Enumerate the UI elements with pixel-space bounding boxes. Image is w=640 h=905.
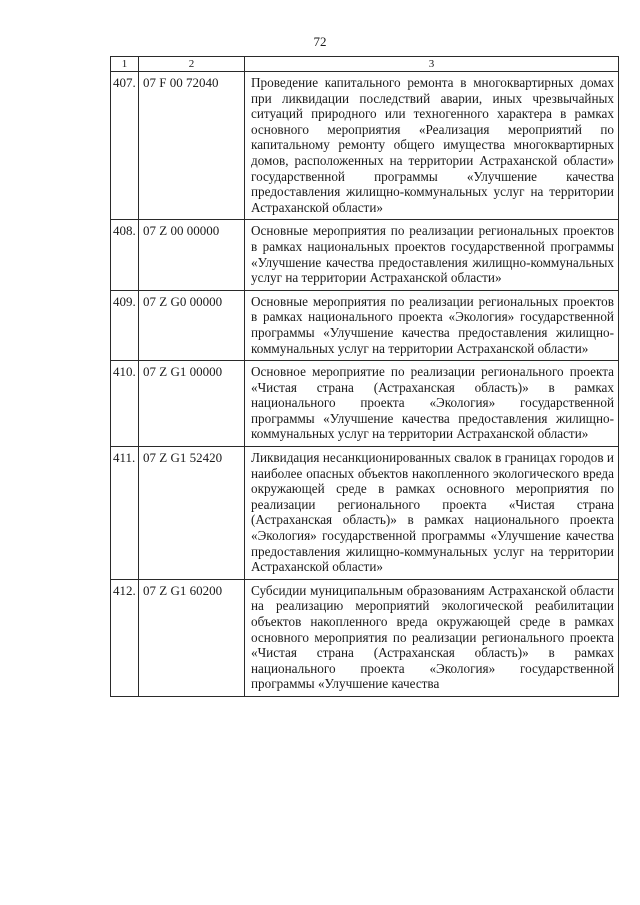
table-row bbox=[111, 361, 619, 447]
row-code: 07 Z G1 60200 bbox=[139, 579, 245, 696]
row-number: 410. bbox=[111, 361, 139, 447]
table-row bbox=[111, 220, 619, 290]
classification-table bbox=[110, 56, 619, 697]
table-row bbox=[111, 579, 619, 696]
row-description: Ликвидация несанкционированных свалок в границах городов и наиболее опасных объектов накопленного экологического вреда окружающей среде в рамках основного мероприятия по реализации регионального проекта «Чистая страна (Астраханская область)» в рамках национального проекта «Экология» государственной программы «Улучшение качества предоставления жилищно-коммунальных услуг на территории Астраханской области» bbox=[245, 447, 619, 580]
table-header-row bbox=[111, 57, 619, 72]
row-number: 411. bbox=[111, 447, 139, 580]
row-number: 408. bbox=[111, 220, 139, 290]
row-description: Основные мероприятия по реализации региональных проектов в рамках национального проекта «Экология» государственной программы «Улучшение качества предоставления жилищно-коммунальных услуг на территории Астраханской области» bbox=[245, 290, 619, 360]
table-row bbox=[111, 447, 619, 580]
row-code: 07 F 00 72040 bbox=[139, 72, 245, 220]
table-row bbox=[111, 290, 619, 360]
page-number: 72 bbox=[313, 34, 327, 49]
row-description: Основные мероприятия по реализации региональных проектов в рамках национальных проектов государственной программы «Улучшение качества предоставления жилищно-коммунальных услуг на территории Астраханской области» bbox=[245, 220, 619, 290]
header-col-1: 1 bbox=[111, 57, 139, 72]
row-number: 407. bbox=[111, 72, 139, 220]
row-description: Проведение капитального ремонта в многоквартирных домах при ликвидации последствий аварии, иных чрезвычайных ситуаций природного или техногенного характера в рамках основного мероприятия «Реализация мероприятий по капитальному ремонту общего имущества многоквартирных домов, расположенных на территории Астраханской области» государственной программы «Улучшение качества предоставления жилищно-коммунальных услуг на территории Астраханской области» bbox=[245, 72, 619, 220]
table-row bbox=[111, 72, 619, 220]
row-description: Субсидии муниципальным образованиям Астраханской области на реализацию мероприятий экологической реабилитации объектов накопленного вреда окружающей среде в рамках основного мероприятия по реализации регионального проекта «Чистая страна (Астраханская область)» в рамках национального проекта «Экология» государственной программы «Улучшение качества bbox=[245, 579, 619, 696]
header-col-3: 3 bbox=[245, 57, 619, 72]
row-number: 409. bbox=[111, 290, 139, 360]
row-code: 07 Z 00 00000 bbox=[139, 220, 245, 290]
row-code: 07 Z G0 00000 bbox=[139, 290, 245, 360]
row-code: 07 Z G1 00000 bbox=[139, 361, 245, 447]
row-number: 412. bbox=[111, 579, 139, 696]
header-col-2: 2 bbox=[139, 57, 245, 72]
row-description: Основное мероприятие по реализации регионального проекта «Чистая страна (Астраханская область)» в рамках национального проекта «Экология» государственной программы «Улучшение качества предоставления жилищно-коммунальных услуг на территории Астраханской области» bbox=[245, 361, 619, 447]
row-code: 07 Z G1 52420 bbox=[139, 447, 245, 580]
